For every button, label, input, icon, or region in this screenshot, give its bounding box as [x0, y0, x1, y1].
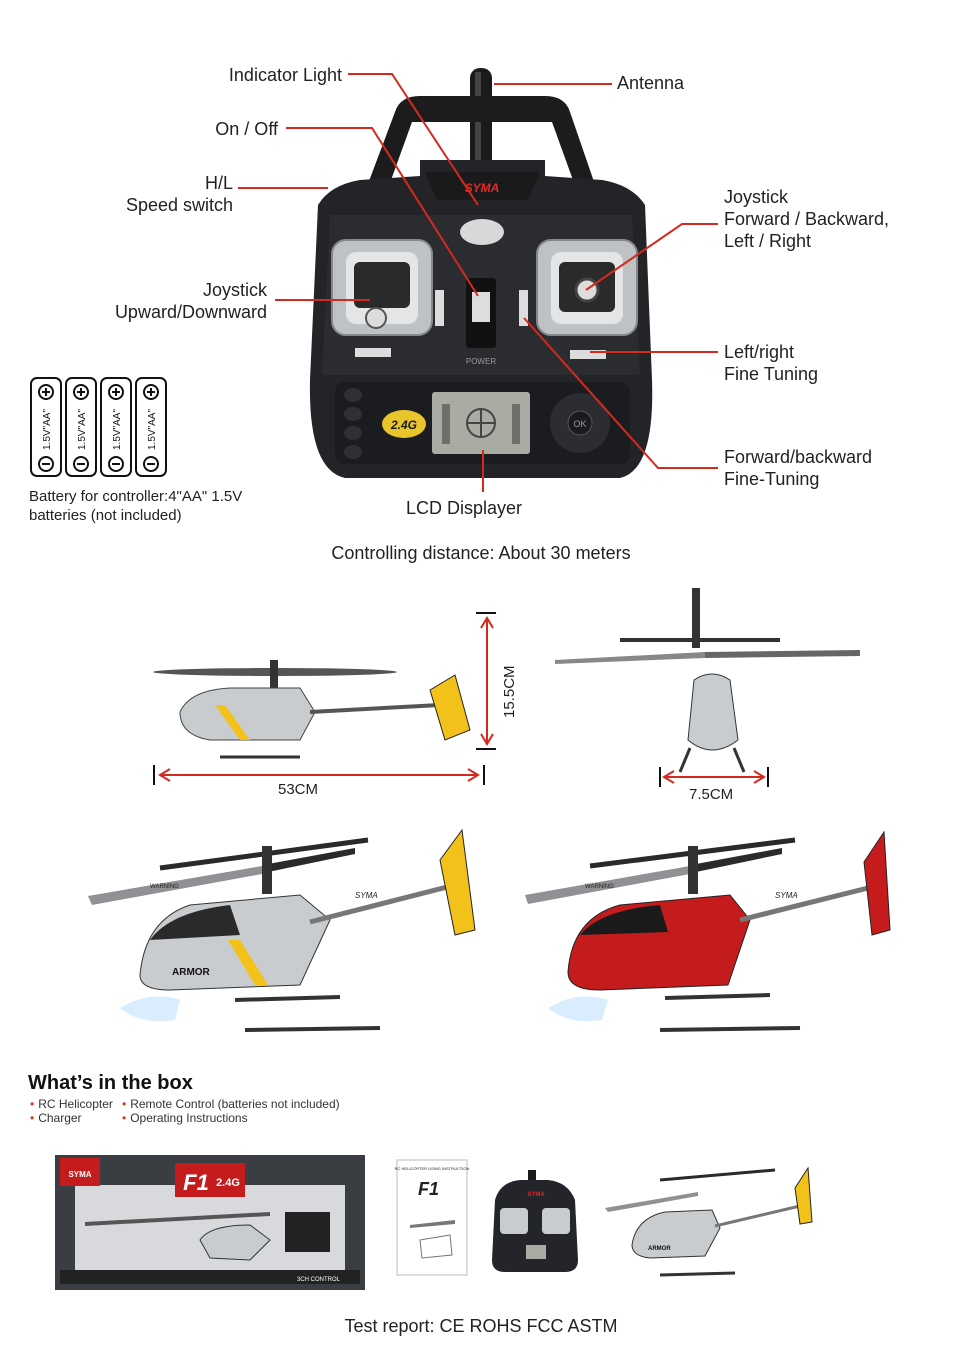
label-lcd-displayer: LCD Displayer [406, 498, 523, 518]
box-item-label: Operating Instructions [130, 1111, 248, 1125]
power-label: POWER [465, 357, 497, 366]
label-speed-switch [60, 172, 233, 216]
lr-tuning-line1: Left/right [724, 342, 795, 362]
lcd-display [432, 392, 530, 454]
left-joystick[interactable] [332, 240, 432, 335]
trim-vertical-left[interactable] [435, 290, 444, 326]
helicopter-red-fire [525, 832, 890, 1030]
box-item: • RC Helicopter [30, 1097, 113, 1111]
heli-warning-label: WARNING [150, 884, 179, 890]
manual-heading: RC HELICOPTER USING INSTRUCTION [394, 1166, 470, 1171]
box-item: • Remote Control (batteries not included) [122, 1097, 340, 1111]
instruction-manual [397, 1160, 467, 1275]
left-joystick-line1: Joystick [202, 280, 267, 300]
dimension-width [664, 771, 764, 783]
package-control: 3CH CONTROL [296, 1277, 340, 1283]
dimension-width-label: 7.5CM [689, 786, 734, 803]
box-item-label: RC Helicopter [38, 1097, 113, 1111]
label-left-right-tuning [724, 341, 818, 385]
right-joystick-line1: Joystick [724, 187, 789, 207]
package-brand: SYMA [68, 1170, 92, 1179]
speed-switch-line2: Speed switch [125, 195, 233, 215]
battery-cell-label: 1.5V"AA" [42, 408, 53, 450]
box-item-label: Remote Control (batteries not included) [130, 1097, 340, 1111]
heli-tail-brand: SYMA [355, 891, 378, 900]
dimension-height-label: 15.5CM [501, 665, 518, 718]
box-item: • Operating Instructions [122, 1111, 248, 1125]
speed-switch-line1: H/L [204, 173, 233, 193]
left-joystick-line2: Upward/Downward [114, 302, 267, 322]
label-antenna: Antenna [617, 73, 685, 93]
remote-brand-logo: SYMA [464, 181, 500, 195]
label-forward-backward-tuning [724, 446, 872, 490]
box-contents-title: What’s in the box [28, 1072, 193, 1094]
heli-model-name: ARMOR [172, 967, 210, 978]
battery-caption-line1: Battery for controller:4"AA" 1.5V [29, 488, 243, 505]
right-joystick-line3: Left / Right [724, 231, 812, 251]
remote-thumbnail [492, 1170, 578, 1272]
battery-cell-label: 1.5V"AA" [77, 408, 88, 450]
dimension-length-label: 53CM [278, 781, 319, 798]
heli-warning-label: WARNING [585, 884, 614, 890]
battery-cell-label: 1.5V"AA" [147, 408, 158, 450]
heli-tail-brand: SYMA [775, 891, 798, 900]
controlling-distance: Controlling distance: About 30 meters [331, 543, 631, 563]
helicopter-front-view [555, 588, 860, 772]
helicopter-thumbnail [605, 1168, 812, 1275]
test-report: Test report: CE ROHS FCC ASTM [344, 1316, 618, 1336]
dimension-height [481, 618, 493, 744]
helicopter-side-view [153, 660, 470, 757]
manual-model: F1 [418, 1179, 440, 1199]
label-right-joystick [724, 186, 889, 252]
lr-tuning-line2: Fine Tuning [724, 364, 819, 384]
label-on-off: On / Off [215, 119, 278, 139]
remote-thumbnail-brand: SYMA [527, 1192, 545, 1198]
battery-caption [29, 487, 242, 525]
package-model: F1 [183, 1170, 209, 1195]
right-joystick-line2: Forward / Backward, [724, 209, 890, 229]
package-band: 2.4G [216, 1177, 240, 1189]
power-switch[interactable] [466, 278, 496, 348]
heli-thumbnail-model: ARMOR [648, 1246, 671, 1252]
battery-cell-label: 1.5V"AA" [112, 408, 123, 450]
ok-dpad[interactable] [550, 393, 610, 453]
band-badge: 2.4G [390, 418, 418, 432]
box-item: • Charger [30, 1111, 82, 1125]
box-item-label: Charger [38, 1111, 82, 1125]
ok-label: OK [573, 419, 587, 429]
trim-horizontal-left[interactable] [355, 348, 391, 357]
battery-caption-line2: batteries (not included) [29, 507, 182, 524]
fb-tuning-line2: Fine-Tuning [724, 469, 820, 489]
right-joystick[interactable] [537, 240, 637, 335]
fb-tuning-line1: Forward/backward [724, 447, 873, 467]
label-left-joystick [60, 279, 267, 323]
indicator-light [460, 219, 504, 245]
helicopter-silver-armor [88, 830, 475, 1030]
label-indicator-light: Indicator Light [228, 65, 342, 85]
dimension-length [160, 769, 478, 781]
product-package [55, 1155, 365, 1290]
